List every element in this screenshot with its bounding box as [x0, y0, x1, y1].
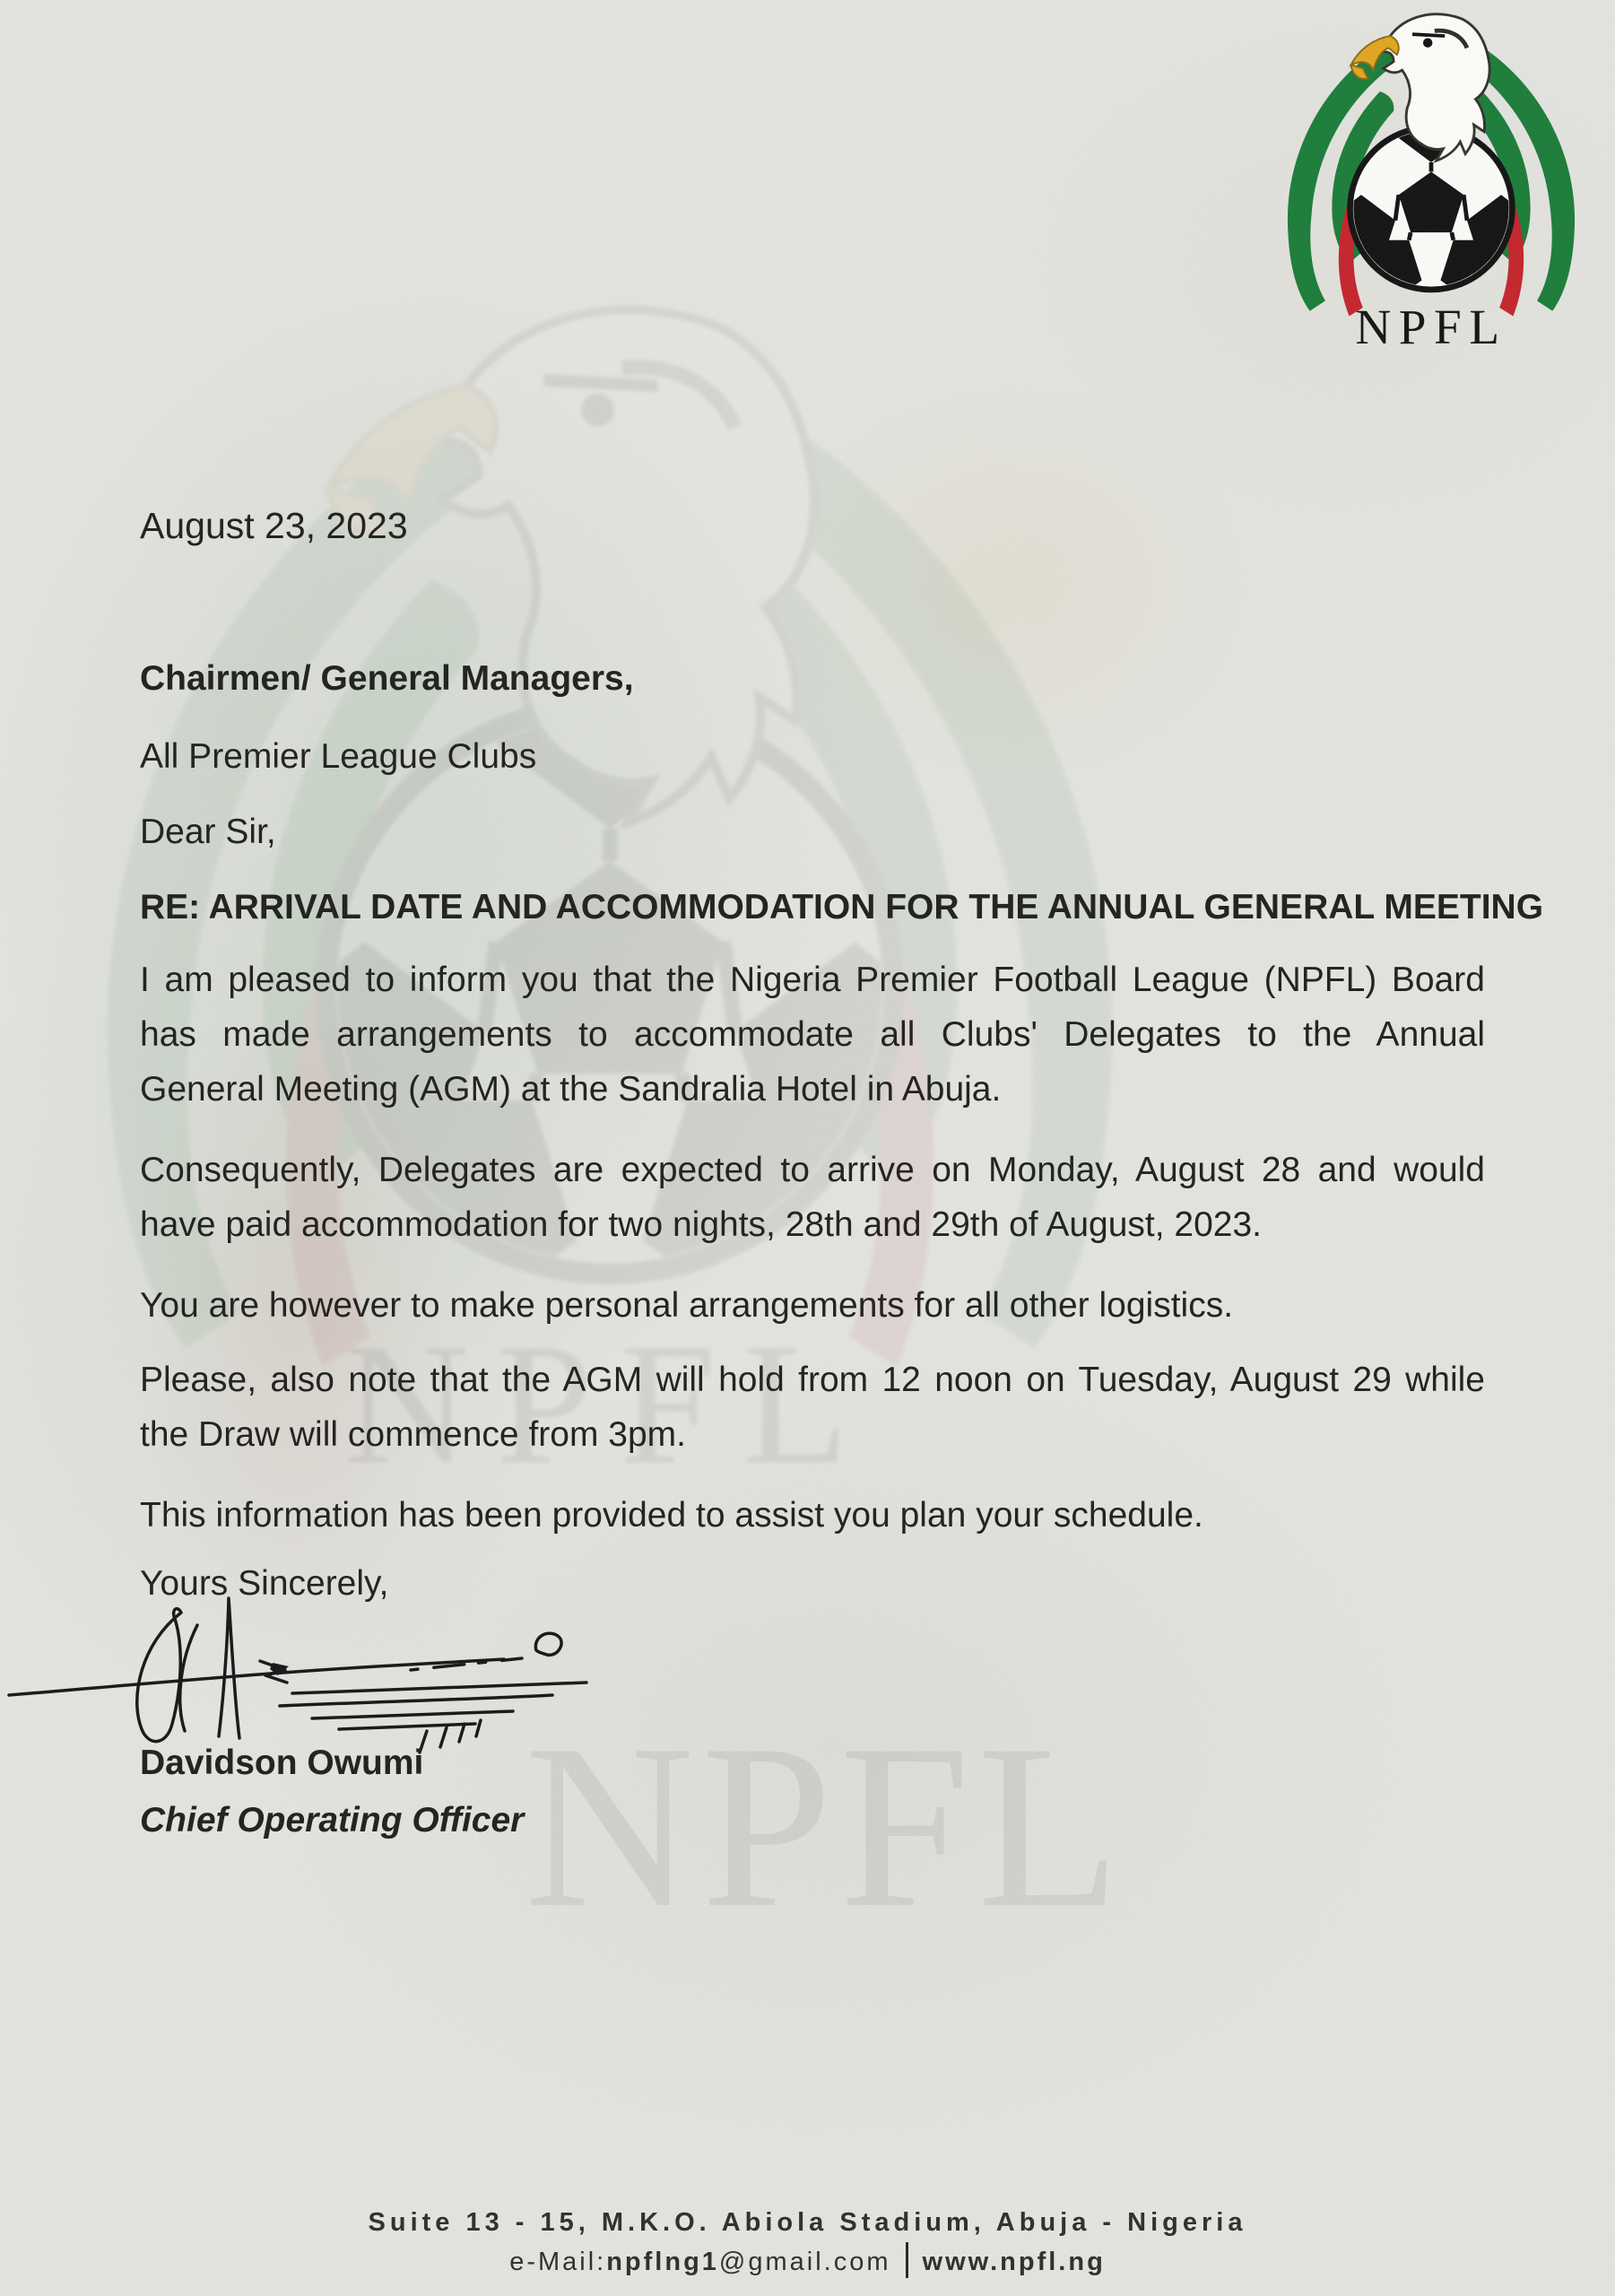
paragraph-line: Please, also note that the AGM will hold from 12 noon on Tuesday, August 29 while [140, 1361, 1485, 1399]
website-link: www.npfl.ng [922, 2248, 1106, 2276]
paragraph-line: has made arrangements to accommodate all Clubs' Delegates to the Annual [140, 1015, 1485, 1054]
paragraph-line: Consequently, Delegates are expected to arrive on Monday, August 28 and would [140, 1151, 1485, 1189]
paragraph-3 [140, 1278, 1485, 1333]
subject-line: RE: ARRIVAL DATE AND ACCOMMODATION FOR THE ANNUAL GENERAL MEETING [140, 888, 1544, 926]
closing-line: Yours Sincerely, [140, 1564, 389, 1603]
paragraph-5 [140, 1488, 1485, 1543]
date-line: August 23, 2023 [140, 505, 408, 546]
paragraph-4 [140, 1352, 1485, 1462]
paragraph-1 [140, 952, 1485, 1117]
organization-line: All Premier League Clubs [140, 737, 537, 776]
salutation-line: Dear Sir, [140, 813, 276, 851]
footer-separator-bar [906, 2242, 908, 2278]
addressee-line: Chairmen/ General Managers, [140, 659, 634, 698]
paragraph-line: This information has been provided to assist you plan your schedule. [140, 1496, 1203, 1535]
watermark-text: NPFL [525, 1696, 1128, 1956]
paragraph-line: I am pleased to inform you that the Nigeria Premier Football League (NPFL) Board [140, 961, 1485, 999]
npfl-crest-logo [1252, 5, 1611, 357]
footer-contact [0, 2242, 1615, 2278]
email-domain: @gmail.com [718, 2248, 891, 2276]
paragraph-line: the Draw will commence from 3pm. [140, 1415, 686, 1454]
signer-name: Davidson Owumi [140, 1744, 424, 1782]
paragraph-2 [140, 1143, 1485, 1252]
paragraph-line: You are however to make personal arrangements for all other logistics. [140, 1286, 1234, 1325]
email-label: e-Mail: [509, 2248, 607, 2276]
footer-address: Suite 13 - 15, M.K.O. Abiola Stadium, Abuja - Nigeria [368, 2208, 1247, 2237]
paragraph-line: have paid accommodation for two nights, 28th and 29th of August, 2023. [140, 1205, 1263, 1244]
signer-title: Chief Operating Officer [140, 1801, 525, 1839]
paragraph-line: General Meeting (AGM) at the Sandralia Hotel in Abuja. [140, 1070, 1002, 1109]
email-user: npflng1 [606, 2248, 719, 2276]
